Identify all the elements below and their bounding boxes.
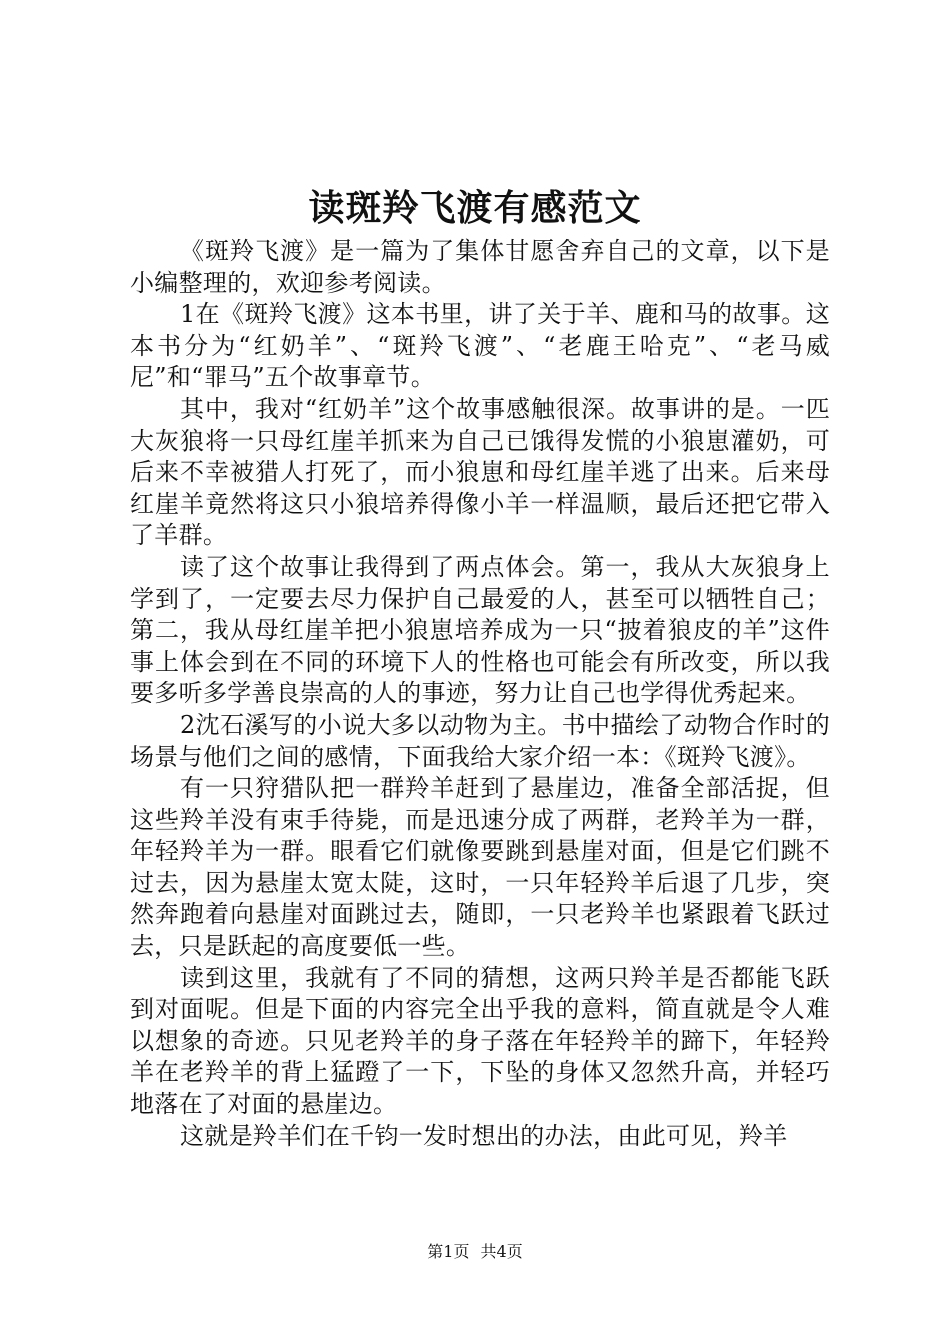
paragraph-section-1: 1在《斑羚飞渡》这本书里，讲了关于羊、鹿和马的故事。这本书分为“红奶羊”、“斑羚飞渡”、“老鹿王哈克”、“老马威尼”和“罪马”五个故事章节。 xyxy=(130,300,830,392)
paragraph-red-sheep: 其中，我对“红奶羊”这个故事感触很深。故事讲的是。一匹大灰狼将一只母红崖羊抓来为自己已饿得发慌的小狼崽灌奶，可后来不幸被猎人打死了，而小狼崽和母红崖羊逃了出来。后来母红崖羊竟然将这只小狼培养得像小羊一样温顺，最后还把它带入了羊群。 xyxy=(130,394,830,550)
document-title: 读斑羚飞渡有感范文 xyxy=(308,187,642,229)
document-body xyxy=(130,236,830,1152)
paragraph-section-2: 2沈石溪写的小说大多以动物为主。书中描绘了动物合作时的场景与他们之间的感情，下面我给大家介绍一本：《斑羚飞渡》。 xyxy=(130,710,830,771)
page-number: 第1页 xyxy=(427,1242,470,1261)
paragraph-leap: 读到这里，我就有了不同的猜想，这两只羚羊是否都能飞跃到对面呢。但是下面的内容完全出乎我的意料，简直就是令人难以想象的奇迹。只见老羚羊的身子落在年轻羚羊的蹄下，年轻羚羊在老羚羊的背上猛蹬了一下，下坠的身体又忽然升高，并轻巧地落在了对面的悬崖边。 xyxy=(130,963,830,1119)
paragraph-conclusion: 这就是羚羊们在千钧一发时想出的办法，由此可见，羚羊 xyxy=(180,1121,788,1150)
page-footer xyxy=(0,1241,950,1263)
paragraph-intro: 《斑羚飞渡》是一篇为了集体甘愿舍弃自己的文章，以下是小编整理的，欢迎参考阅读。 xyxy=(130,237,830,297)
paragraph-reflection: 读了这个故事让我得到了两点体会。第一，我从大灰狼身上学到了，一定要去尽力保护自己最爱的人，甚至可以牺牲自己；第二，我从母红崖羊把小狼崽培养成为一只“披着狼皮的羊”这件事上体会到在不同的环境下人的性格也可能会有所改变，所以我要多听多学善良崇高的人的事迹，努力让自己也学得优秀起来。 xyxy=(130,552,830,708)
page-total: 共4页 xyxy=(480,1242,523,1261)
paragraph-hunt: 有一只狩猎队把一群羚羊赶到了悬崖边，准备全部活捉，但这些羚羊没有束手待毙，而是迅速分成了两群，老羚羊为一群，年轻羚羊为一群。眼看它们就像要跳到悬崖对面，但是它们跳不过去，因为悬崖太宽太陡，这时，一只年轻羚羊后退了几步，突然奔跑着向悬崖对面跳过去，随即，一只老羚羊也紧跟着飞跃过去，只是跃起的高度要低一些。 xyxy=(130,774,830,961)
